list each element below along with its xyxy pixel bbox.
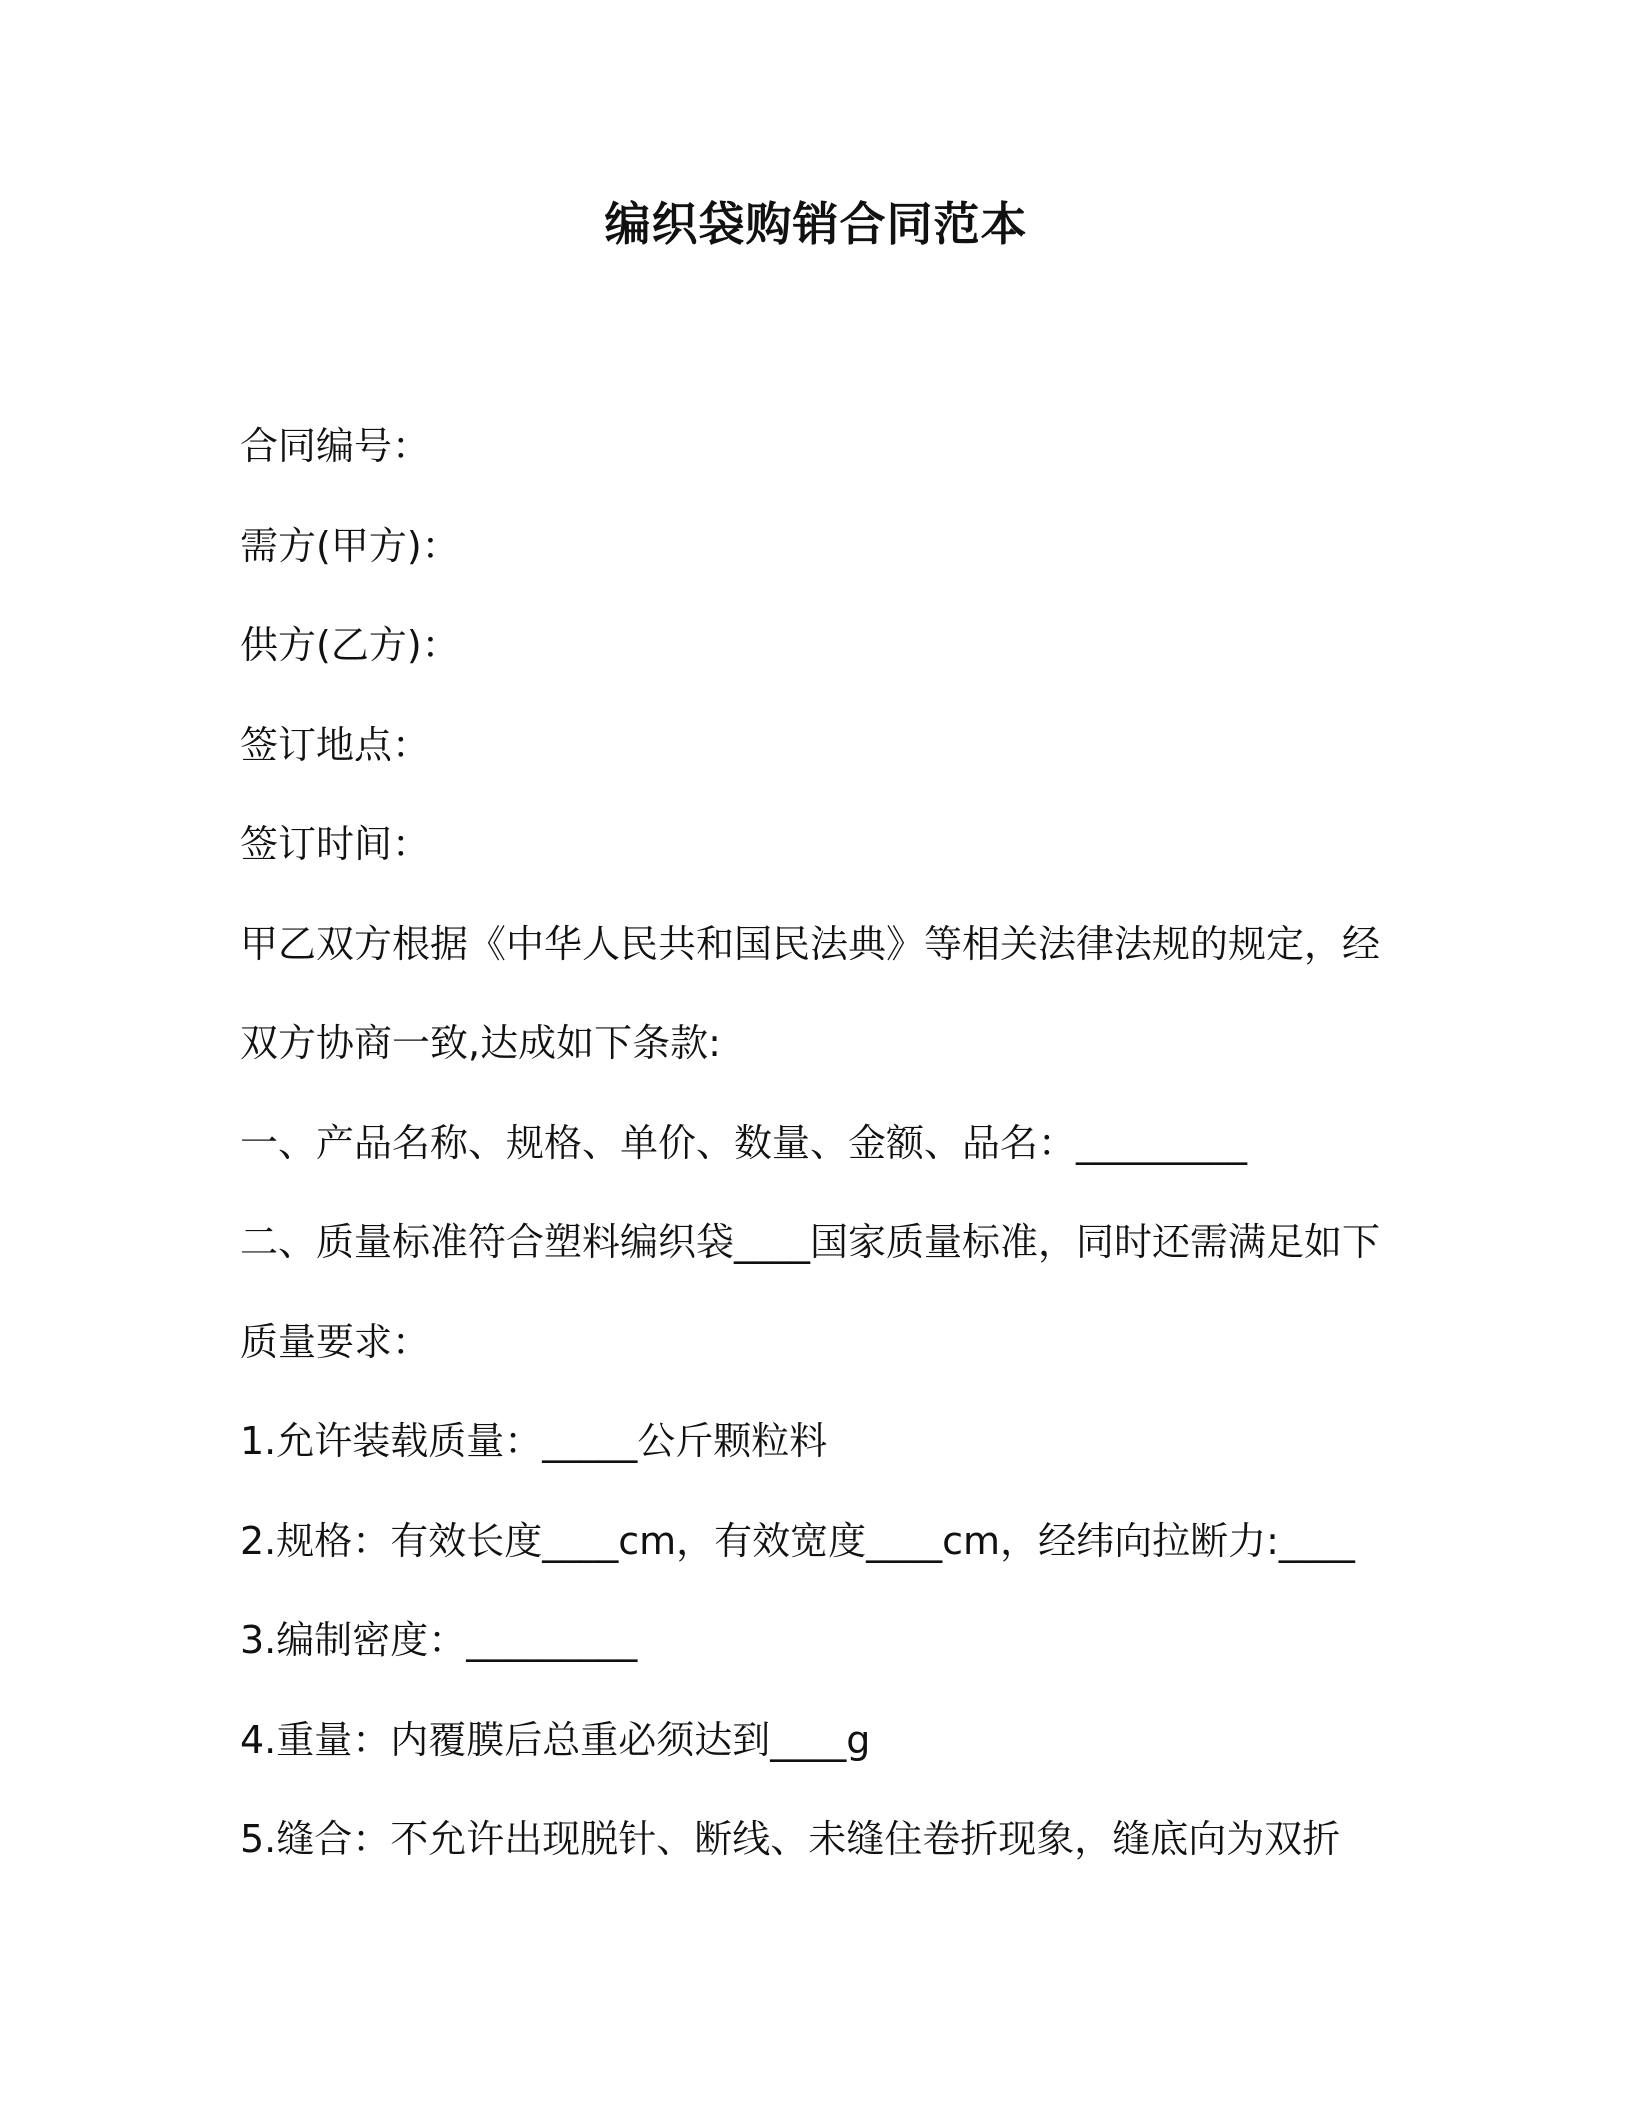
requirement-5-line: 5.缝合：不允许出现脱针、断线、未缝住卷折现象，缝底向为双折 bbox=[240, 1817, 1341, 1861]
clause-1-line: 一、产品名称、规格、单价、数量、金额、品名：_________ bbox=[240, 1121, 1248, 1165]
signing-time-line: 签订时间： bbox=[240, 822, 431, 866]
requirement-1-line: 1.允许装载质量：_____公斤颗粒料 bbox=[240, 1419, 828, 1463]
signing-place-line: 签订地点： bbox=[240, 723, 431, 767]
preamble-line-1: 甲乙双方根据《中华人民共和国民法典》等相关法律法规的规定，经 bbox=[240, 922, 1381, 966]
requirement-2-line: 2.规格：有效长度____cm，有效宽度____cm，经纬向拉断力:____ bbox=[240, 1519, 1355, 1563]
contract-number-line: 合同编号： bbox=[240, 424, 431, 468]
supplier-party-line: 供方(乙方)： bbox=[240, 623, 460, 667]
requirement-3-line: 3.编制密度：_________ bbox=[240, 1618, 638, 1662]
preamble-line-2: 双方协商一致,达成如下条款: bbox=[240, 1021, 721, 1065]
buyer-party-line: 需方(甲方)： bbox=[240, 524, 460, 568]
requirement-4-line: 4.重量：内覆膜后总重必须达到____g bbox=[240, 1718, 871, 1762]
clause-2-line-2: 质量要求： bbox=[240, 1320, 431, 1364]
document-title: 编织袋购销合同范本 bbox=[604, 197, 1028, 251]
clause-2-line-1: 二、质量标准符合塑料编织袋____国家质量标准，同时还需满足如下 bbox=[240, 1220, 1381, 1264]
